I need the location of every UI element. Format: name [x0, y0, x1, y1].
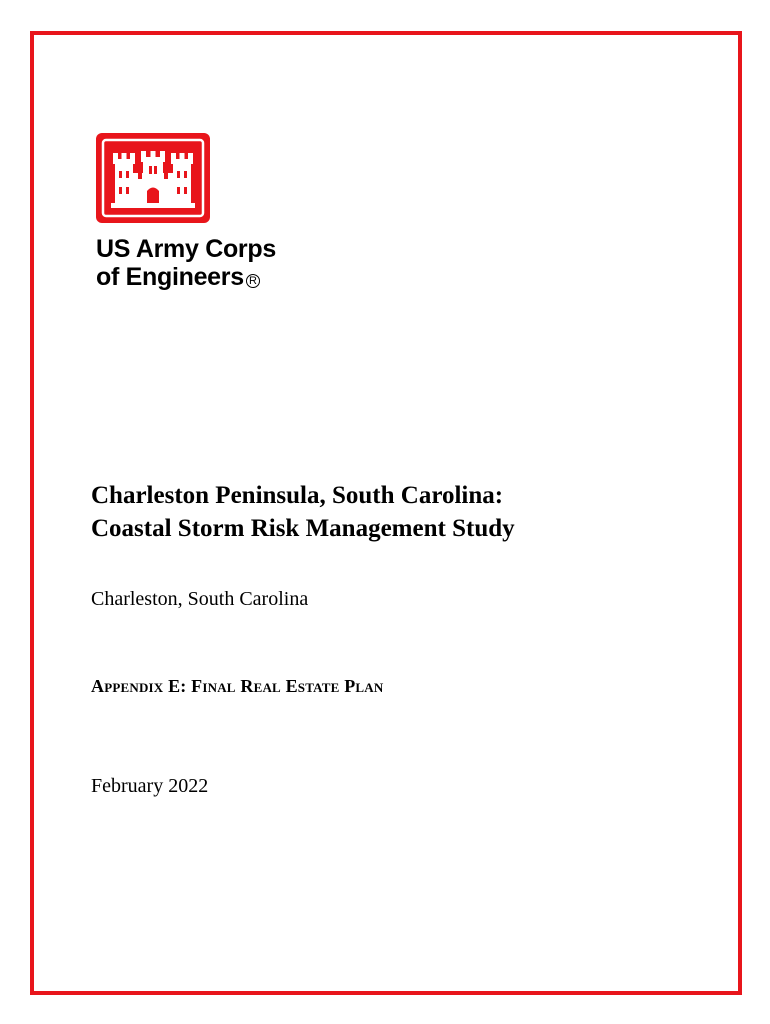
document-title	[91, 479, 515, 545]
org-name-line1: US Army Corps	[96, 235, 276, 263]
appendix-heading: Appendix E: Final Real Estate Plan	[91, 676, 384, 696]
title-line2: Coastal Storm Risk Management Study	[91, 515, 515, 542]
document-date: February 2022	[91, 775, 209, 797]
org-name-line2	[96, 263, 276, 291]
org-name-line2-text: of Engineers	[96, 263, 244, 291]
organization-name	[96, 235, 276, 291]
title-line1: Charleston Peninsula, South Carolina:	[91, 482, 504, 509]
registered-trademark-icon: R	[246, 274, 260, 288]
document-location: Charleston, South Carolina	[91, 588, 309, 610]
castle-icon	[96, 133, 210, 223]
